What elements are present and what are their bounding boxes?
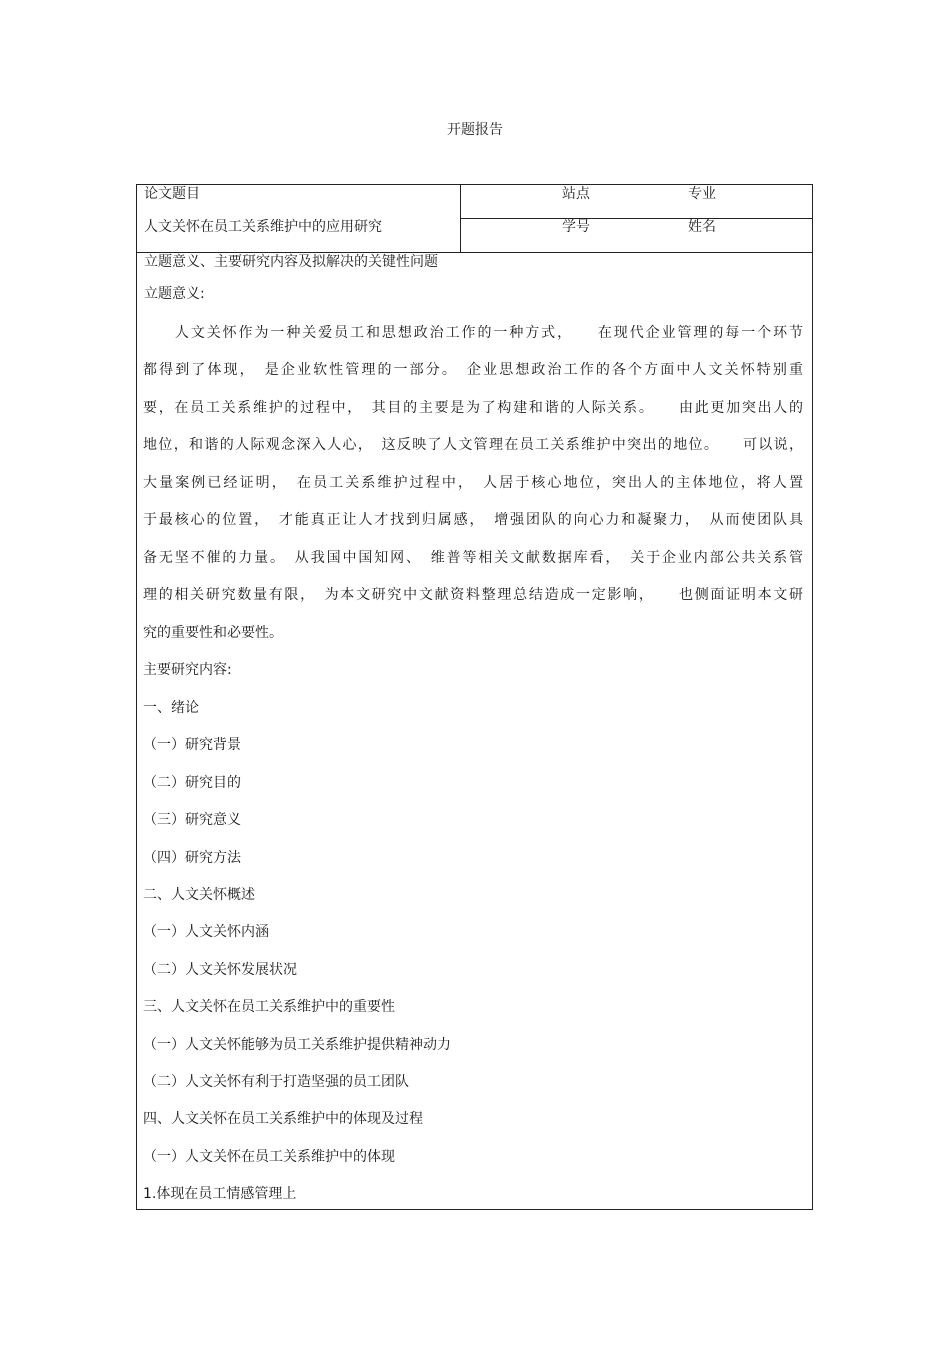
major-label: 专业 [688,186,716,202]
research-content-label: 主要研究内容: [143,662,232,678]
name-label: 姓名 [688,219,716,235]
outline-item: （一）人文关怀内涵 [143,924,269,940]
document-title: 开题报告 [447,122,503,138]
significance-label: 立题意义: [144,286,205,302]
outline-item: （二）人文关怀有利于打造坚强的员工团队 [143,1074,409,1090]
significance-line: 大量案例已经证明， 在员工关系维护过程中， 人居于核心地位，突出人的主体地位，将人置 [143,475,803,491]
header-right-row-divider [460,218,813,219]
significance-line: 都得到了体现， 是企业软性管理的一部分。 企业思想政治工作的各个方面中人文关怀特别重 [143,362,803,378]
outline-item: （二）研究目的 [143,775,241,791]
outline-item: 二、人文关怀概述 [143,887,255,903]
significance-line: 理的相关研究数量有限， 为本文研究中文献资料整理总结造成一定影响， 也侧面证明本文研 [143,587,803,603]
significance-line: 地位，和谐的人际观念深入人心， 这反映了人文管理在员工关系维护中突出的地位。 可以说， [143,437,803,453]
outline-item: 一、绪论 [143,700,199,716]
outline-item: 三、人文关怀在员工关系维护中的重要性 [143,999,395,1015]
significance-line: 要，在员工关系维护的过程中， 其目的主要是为了构建和谐的人际关系。 由此更加突出人的 [143,400,803,416]
significance-line: 备无坚不催的力量。 从我国中国知网、 维普等相关文献数据库看， 关于企业内部公共关系管 [143,550,803,566]
outline-item: （一）人文关怀能够为员工关系维护提供精神动力 [143,1037,451,1053]
section-heading: 立题意义、主要研究内容及拟解决的关键性问题 [144,254,438,270]
site-label: 站点 [562,186,590,202]
outline-item: （三）研究意义 [143,812,241,828]
thesis-title-value: 人文关怀在员工关系维护中的应用研究 [144,219,382,235]
thesis-title-label: 论文题目 [144,186,200,202]
outline-item: （一）人文关怀在员工关系维护中的体现 [143,1149,395,1165]
student-id-label: 学号 [562,219,590,235]
outline-item: （四）研究方法 [143,850,241,866]
significance-line: 人文关怀作为一种关爱员工和思想政治工作的一种方式， 在现代企业管理的每一个环节 [143,325,803,341]
significance-line-last: 究的重要性和必要性。 [143,625,283,641]
outline-item: （一）研究背景 [143,737,241,753]
outline-item: （二）人文关怀发展状况 [143,962,297,978]
outline-item: 四、人文关怀在员工关系维护中的体现及过程 [143,1111,423,1127]
significance-line: 于最核心的位置， 才能真正让人才找到归属感， 增强团队的向心力和凝聚力， 从而使团队具 [143,512,803,528]
outline-item: 1.体现在员工情感管理上 [143,1186,297,1202]
